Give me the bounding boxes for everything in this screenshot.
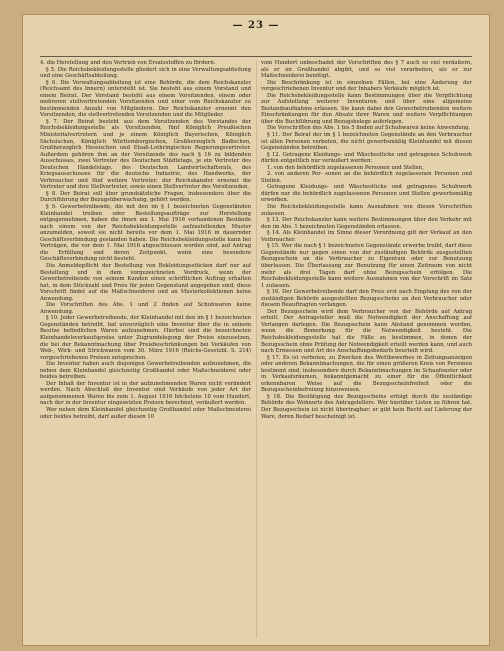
paragraph: 2. von anderen Per- sonen an die behördlich zugelassenen Personen und Stellen. bbox=[261, 171, 472, 184]
paragraph: Die Vorschriften des Abs. 1 und 2 finden auf Schuhwaren keine Anwendung. bbox=[40, 302, 251, 315]
right-column bbox=[261, 60, 472, 638]
paragraph: § 6. Die Verwaltungsabteilung ist eine Behörde, die dem Reichskanzler (Reichsamt des Innern) unterstellt ist. Sie besteht aus einem Vorstand und einem Beirat. Der Vorstand besteht aus einem Vorsitzenden, einem oder mehreren stellvertretenden Vorsitzenden und einer vom Reichskanzler zu bestimmenden Anzahl von Mitgliedern. Der Reichskanzler ernennt den Vorsitzenden, die stellvertretenden Vorsitzenden und die Mitglieder. bbox=[40, 79, 251, 119]
column-divider bbox=[256, 60, 257, 638]
paragraph: § 10. Jeder Gewerbetreibende, der Kleinhandel mit den im § 1 bezeichneten Gegenständen betreibt, hat unverzüglich eine Inventur über die in seinem Besitze befindlichen Waren aufzunehmen. Hierbei sind die bezeichneten Kleinhandelsverkaufspreise unter Zugrundelegung der Preise einzusetzen, die bei der Bekanntmachung über Preisbeschränkungen bei Verkäufen von Web-, Wirk- und Strickwaren vom 30. März 1916 (Reichs-Gesetzbl. S. 214) vorgeschriebenen Preisen entsprechen. bbox=[40, 315, 251, 361]
paragraph: § 13. Der Reichskanzler kann weitere Bestimmungen über den Verkehr mit den im Abs. 1 bezeichneten Gegenständen erlassen. bbox=[261, 217, 472, 230]
paragraph: § 16. Der Gewerbetreibende darf den Preis erst nach Empfang des von der zuständigen Behörde ausgestellten Bezugsscheins an den Verbraucher oder diesem Beauftragten verlangen. bbox=[261, 289, 472, 309]
document-page bbox=[22, 14, 490, 646]
paragraph: § 17. Es ist verboten, zu Zwecken des Wettbewerbes in Zeitungsanzeigen oder anderen Bekanntmachungen, die für einen größeren Kreis von Personen bestimmt sind, insbesondere durch Bekanntmachungen im Schaufenster oder in Verkaufsräumen, bekanntgemacht zu einer für die Öffentlichkeit erkennbaren Weise auf die Bezugsscheinfreiheit oder die Bezugsscheinbefreiung hinzuweisen. bbox=[261, 354, 472, 394]
paragraph: Die Reichsbekleidungsstelle kann Bestimmungen über die Verpflichtung zur Aufstellung weiterer Inventuren und über eine allgemeine Bestandsaufnahme erlassen. Sie kann dabei den Gewerbetreibenden weitere Einschränkungen für den Absatz ihrer Waren und weitere Verpflichtungen über die Buchführung und Bezugsbelege auferlegen. bbox=[261, 92, 472, 125]
paragraph: Die Vorschriften des Abs. 1 bis 5 finden auf Schuhwaren keine Anwendung. bbox=[267, 125, 471, 132]
left-column bbox=[40, 60, 251, 638]
paragraph: Wer neben dem Kleinhandel gleichzeitig Großhandel oder Maßschneiderei oder beides betreibt, darf außer diesen 10 bbox=[40, 406, 251, 420]
header-rule bbox=[40, 56, 472, 57]
paragraph: § 14. Als Kleinhandel im Sinne dieser Verordnung gilt der Verkauf an den Verbraucher. bbox=[261, 230, 472, 243]
paragraph: Der Bezugsschein wird dem Verbraucher von der Behörde auf Antrag erteilt. Der Antragsteller muß die Notwendigkeit der Anschaffung auf Verlangen darlegen. Die Bezugsschein kann Abstand genommen werden, wenn die Bemerkung für die Notwendigkeit besteht. Die Reichsbekleidungsstelle hat die Fälle zu bestimmen, in denen der Bezugsschein ohne Prüfung der Notwendigkeit erteilt werden kann, und auch nach Ermessen und Art des Anschaffungsbedarfs beurteilt wird. bbox=[261, 308, 472, 355]
paragraph: § 18. Die Bestätigung des Bezugsscheins erfolgt durch die zuständige Behörde des Wohnorts des Antragstellers. Wer hierüber Listen zu führen hat. Der Bezugsschein ist nicht übertragbar; er gibt kein Recht auf Lieferung der Ware, deren Bedarf bescheinigt ist. bbox=[261, 393, 472, 420]
paragraph: § 7. Der Beirat besteht aus dem Vorsitzenden des Vorstandes der Reichsbekleidungsstelle als Vorsitzenden, fünf Königlich Preußischen Ministerialvertretern und je einem Königlich Bayerischen, Königlich Sächsischen, Königlich Württembergischen, Großherzoglich Badischen, Großherzoglich Hessischen und Elsaß-Lothringischen Regierungsvertreter. Außerdem gehören ihm an der Vorsitzende des nach § 16 zu bildenden Ausschusses, zwei Vertreter des Deutschen Städtetags, je ein Vertreter des Deutschen Handelstags, des Deutschen Landwirtschaftsrats, des Kriegsausschusses für die deutsche Industrie, des Handwerks, der Verbraucher und fünf weitere Vertreter; der Reichskanzler ernennt die Vertreter und ihre Stellvertreter, sowie einen Stellvertreter des Vorsitzenden. bbox=[40, 118, 251, 191]
paragraph: § 8. Der Beirat soll über grundsätzliche Fragen, insbesondere über die Durchführung der Bezugsüberwachung, gehört werden. bbox=[40, 190, 251, 204]
paragraph: Die Reichsbekleidungsstelle kann Ausnahmen von diesen Vorschriften zulassen. bbox=[261, 204, 472, 217]
paragraph: § 15. Wer die nach § 1 bezeichneten Gegenstände erwerbe treibt, darf diese Gegenstände nur gegen einen von der zuständigen Behörde ausgestellten Bezugsschein an die Verbraucher zu Eigentum oder zur Benutzung überlassen. Die Überlassung zur Benutzung für einen Zeitraum von nicht mehr als drei Tagen darf ohne Bezugsschein erfolgen. Die Reichsbekleidungsstelle kann weitere Ausnahmen von der Vorschrift im Satz 1 zulassen. bbox=[261, 243, 472, 289]
paragraph: § 11. Der Beirat der im § 1 bezeichneten Gegenstände an den Verbraucher ist allen Personen verboten, die nicht gewerbsmäßig Kleinhandel mit diesen Gegenständen betreiben. bbox=[261, 132, 472, 152]
paragraph: Getragene Kleidungs- und Wäschestücke und getragenes Schuhwerk dürfen nur die behördlich zugelassenen Personen und Stellen gewerbsmäßig erwerben. bbox=[261, 184, 472, 204]
paragraph: § 12. Getragene Kleidungs- und Wäschestücke und getragenes Schuhwerk dürfen entgeltlich nur veräußert werden: bbox=[261, 151, 472, 165]
paragraph: vom Hundert unbeschadet der Vorschriften des § 7 auch so viel veräußern, als er im Großhandel abgibt, und so viel verarbeiten, als er zur Maßschneiderei benötigt. bbox=[261, 60, 472, 80]
paragraph: Der Inhalt der Inventur ist in der aufzunehmenden Waren nicht verändert werden. Nach Abschluß der Inventur sind Verkäufe von jeder Art der aufgenommenen Waren bis zum 1. August 1916 höchstens 10 vom Hundert, nach der in der Inventur eingesetzten Preisen berechnet, veräußert werden. bbox=[40, 380, 251, 407]
paragraph: Die Anmeldepflicht der Bestellung von Bekleidungsstücken darf nur auf Bestellung und in dem vorgezeichneten Vordruck, wenn der Gewerbetreibende von seinem Kunden einen schriftlichen Auftrag erhalten hat, in dem Stückzahl und Preis für jeden Gegenstand angegeben sind; diese Vorschrift findet auf die Maßschneiderei und an Musterkollektionen keine Anwendung. bbox=[40, 262, 251, 302]
paragraph: 4. die Herstellung und den Vertrieb von Ersatzstoffen zu fördern. bbox=[40, 60, 216, 66]
page-number: — 23 — bbox=[232, 20, 280, 31]
paragraph: § 5. Die Reichsbekleidungsstelle gliedert sich in eine Verwaltungsabteilung und eine Geschäftsabteilung. bbox=[40, 66, 251, 80]
paragraph: § 9. Gewerbetreibende, die mit den im § 1 bezeichneten Gegenständen Kleinhandel treiben oder Bestellungsaufträge zur Herstellung entgegennehmen, haben die ihnen am 1. Mai 1916 vorhandenen Bestände nach einem von der Reichsbekleidungsstelle aufzustellenden Muster anzumelden, soweit sie nicht bereits vor dem 1. Mai 1916 in dauernder Geschäftsverbindung gestanden haben. Die Reichsbekleidungsstelle kann bei Verträgen, die vor dem 1. Mai 1916 abgeschlossen worden sind, auf Antrag die Erfüllung und deren Zeitpunkt, wenn eine besondere Geschäftsverbindung nicht besteht. bbox=[40, 204, 251, 263]
paragraph: Die Beschränkung ist in einzelnen Fällen, bei eine Änderung der vorgeschriebenen Inventur und der Inhabers Verkäufe möglich ist. bbox=[261, 79, 472, 93]
paragraph: 1. von den behördlich zugelassenen Personen und Stellen, bbox=[267, 164, 424, 171]
paragraph: Die Inventur haben auch diejenigen Gewerbetreibenden aufzunehmen, die neben dem Kleinhandel gleichzeitig Großhandel oder Maßschneiderei oder beides betreiben. bbox=[40, 361, 251, 381]
